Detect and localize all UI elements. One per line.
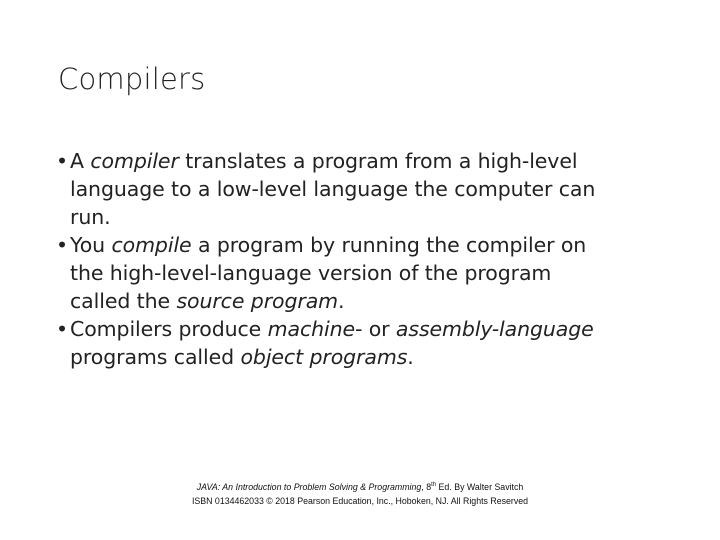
bullet-line: You compile a program by running the compiler on bbox=[70, 233, 587, 257]
bullet-item bbox=[56, 315, 676, 371]
page-title: Compilers bbox=[58, 62, 206, 96]
bullet-item bbox=[56, 147, 676, 231]
footer-line: ISBN 0134462033 © 2018 Pearson Education, Inc., Hoboken, NJ. All Rights Reserved bbox=[191, 495, 529, 506]
bullet-item bbox=[56, 231, 676, 315]
bullet-list bbox=[56, 147, 676, 371]
bullet-dot: • bbox=[56, 317, 68, 341]
bullet-line: run. bbox=[70, 205, 111, 229]
bullet-line: programs called object programs. bbox=[70, 345, 414, 369]
bullet-dot: • bbox=[56, 233, 68, 257]
bullet-line: called the source program. bbox=[70, 289, 345, 313]
bullet-line: language to a low-level language the computer can bbox=[70, 177, 596, 201]
bullet-dot: • bbox=[56, 149, 68, 173]
footer-line: JAVA: An Introduction to Problem Solving & Programming, 8th Ed. By Walter Savitch bbox=[196, 481, 524, 492]
footer-citation bbox=[0, 478, 720, 508]
bullet-line: the high-level-language version of the program bbox=[70, 261, 552, 285]
bullet-line: Compilers produce machine- or assembly-language bbox=[70, 317, 594, 341]
bullet-line: A compiler translates a program from a high-level bbox=[70, 149, 578, 173]
